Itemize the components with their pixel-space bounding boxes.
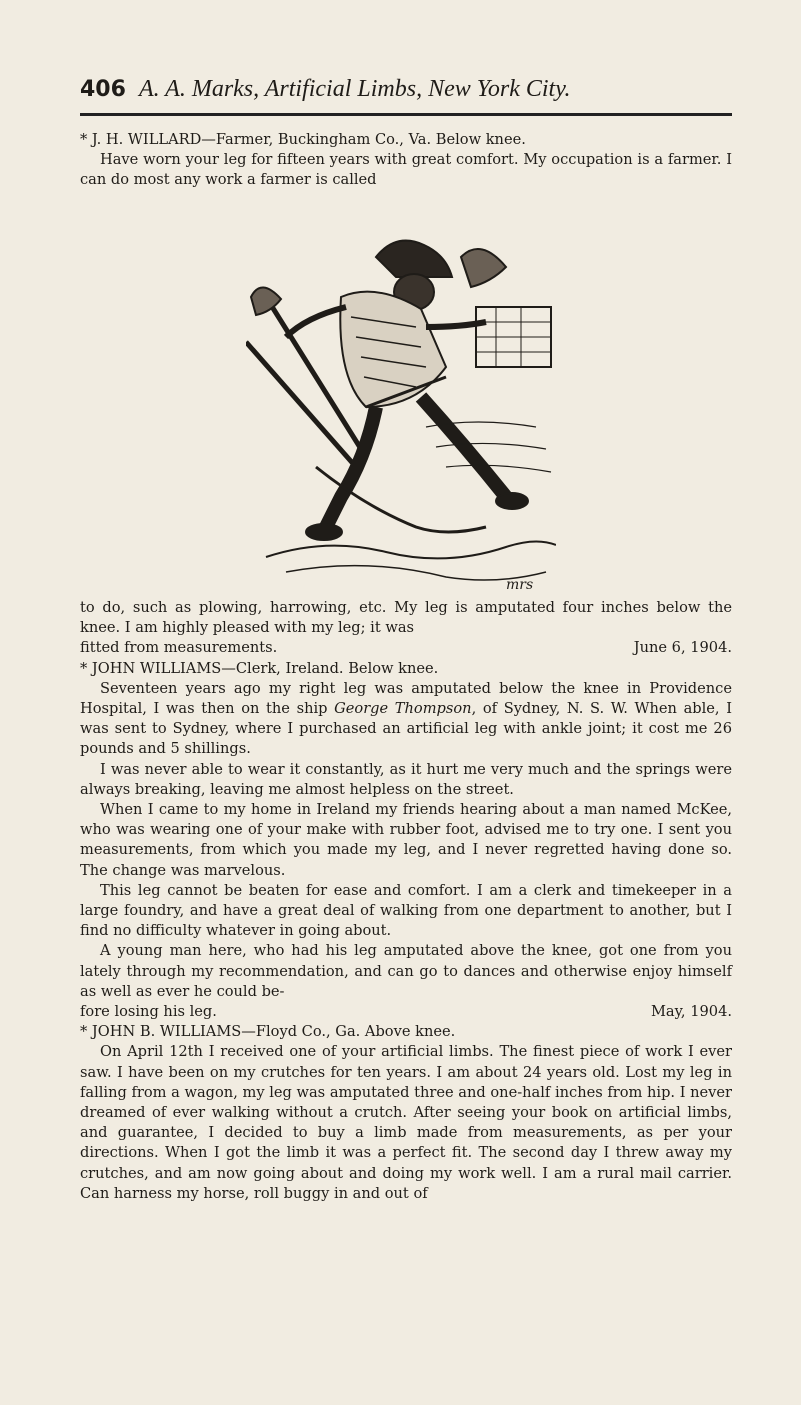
running-header	[80, 74, 730, 105]
farmer-plowing-icon	[246, 227, 556, 592]
ship-name: George Thompson	[334, 700, 472, 718]
paragraph-end: fitted from measurements.	[80, 639, 278, 657]
page-number: 406	[80, 77, 126, 102]
testimonial-willard-top	[80, 130, 732, 191]
paragraph: I was never able to wear it constantly, as it hurt me very much and the springs were always breaking, leaving me almost helpless on the street.	[80, 760, 732, 798]
paragraph: A young man here, who had his leg amputated above the knee, got one from you lately through my recommendation, and can go to dances and otherwise enjoy himself as well as ever he could be-	[80, 942, 732, 1000]
paragraph: to do, such as plowing, harrowing, etc. My leg is amputated four inches below the knee. I am highly pleased with my leg; it was	[80, 599, 732, 637]
artist-signature: mrs	[506, 577, 534, 592]
paragraph: When I came to my home in Ireland my friends hearing about a man named McKee, who was wearing one of your make with rubber foot, advised me to try one. I sent you measurements, from which you made my leg, and I never regretted having done so. The change was marvelous.	[80, 801, 732, 879]
date: May, 1904.	[650, 1003, 732, 1021]
paragraph: On April 12th I received one of your artificial limbs. The finest piece of work I ever saw. I have been on my crutches for ten years. I am about 24 years old. Lost my leg in falling from a wagon, my leg was amputated three and one-half inches from hip. I never dreamed of ever walking without a crutch. After seeing your book on artificial limbs, and guarantee, I decided to buy a limb made from measurements, as per your directions. When I got the limb it was a perfect fit. The second day I threw away my crutches, and am now going about and doing my work well. I am a rural mail carrier. Can harness my horse, roll buggy in and out of	[80, 1043, 732, 1202]
page-title: A. A. Marks, Artificial Limbs, New York City.	[138, 76, 571, 102]
paragraph: Have worn your leg for fifteen years with great comfort. My occupation is a farmer. I can do most any work a farmer is called	[80, 151, 732, 189]
entry-heading: * JOHN B. WILLIAMS—Floyd Co., Ga. Above knee.	[80, 1023, 456, 1041]
paragraph: Seventeen years ago my right leg was amputated below the knee in Providence Hospital, I was then on the ship George Thompson, of Sydney, N. S. W. When able, I was sent to Sydney, where I purchased an artificial leg with ankle joint; it cost me 26 pounds and 5 shillings.	[80, 679, 732, 758]
header-rule	[80, 113, 732, 116]
entry-heading: * J. H. WILLARD—Farmer, Buckingham Co., Va. Below knee.	[80, 131, 526, 148]
date: June 6, 1904.	[633, 639, 732, 657]
paragraph: This leg cannot be beaten for ease and comfort. I am a clerk and timekeeper in a large foundry, and have a great deal of walking from one department to another, but I find no difficulty whatever in going about.	[80, 881, 732, 940]
entry-heading: * JOHN WILLIAMS—Clerk, Ireland. Below knee.	[80, 659, 439, 677]
farmer-plowing-illustration	[246, 227, 556, 592]
testimonial-body	[80, 598, 732, 1204]
paragraph-end: fore losing his leg.	[80, 1003, 217, 1021]
closing-line	[80, 638, 732, 658]
closing-line	[80, 1002, 732, 1022]
